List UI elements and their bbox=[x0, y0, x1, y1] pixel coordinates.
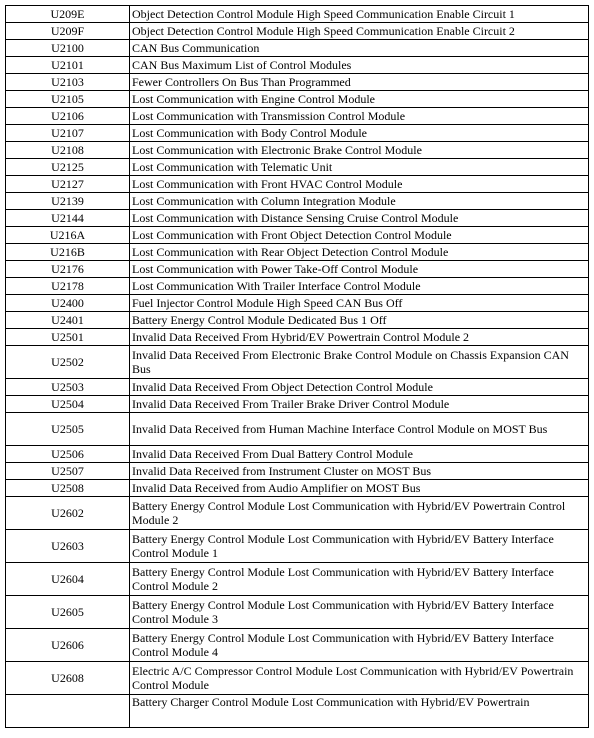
table-row bbox=[6, 261, 589, 278]
dtc-code: U2100 bbox=[6, 40, 130, 57]
dtc-code: U2178 bbox=[6, 278, 130, 295]
dtc-description: Battery Energy Control Module Lost Communication with Hybrid/EV Battery Interface Control Module 3 bbox=[130, 596, 589, 629]
dtc-description: Lost Communication with Telematic Unit bbox=[130, 159, 589, 176]
dtc-description: Invalid Data Received From Trailer Brake Driver Control Module bbox=[130, 396, 589, 413]
dtc-description: Invalid Data Received from Audio Amplifier on MOST Bus bbox=[130, 480, 589, 497]
table-row bbox=[6, 210, 589, 227]
dtc-code: U2105 bbox=[6, 91, 130, 108]
dtc-description: Invalid Data Received from Instrument Cluster on MOST Bus bbox=[130, 463, 589, 480]
dtc-code: U2106 bbox=[6, 108, 130, 125]
dtc-code: U2503 bbox=[6, 379, 130, 396]
table-row bbox=[6, 396, 589, 413]
dtc-description: Battery Energy Control Module Lost Communication with Hybrid/EV Battery Interface Control Module 2 bbox=[130, 563, 589, 596]
table-row bbox=[6, 91, 589, 108]
dtc-description: Lost Communication with Front Object Detection Control Module bbox=[130, 227, 589, 244]
table-row bbox=[6, 74, 589, 91]
dtc-description: Lost Communication with Power Take-Off Control Module bbox=[130, 261, 589, 278]
table-row bbox=[6, 563, 589, 596]
dtc-description: Battery Energy Control Module Lost Communication with Hybrid/EV Battery Interface Control Module 4 bbox=[130, 629, 589, 662]
dtc-code: U2103 bbox=[6, 74, 130, 91]
table-row bbox=[6, 463, 589, 480]
dtc-description: Lost Communication With Trailer Interface Control Module bbox=[130, 278, 589, 295]
dtc-description: Lost Communication with Engine Control Module bbox=[130, 91, 589, 108]
dtc-description: Lost Communication with Distance Sensing Cruise Control Module bbox=[130, 210, 589, 227]
dtc-code: U2125 bbox=[6, 159, 130, 176]
table-row bbox=[6, 596, 589, 629]
table-row bbox=[6, 278, 589, 295]
dtc-description: Lost Communication with Body Control Module bbox=[130, 125, 589, 142]
table-row bbox=[6, 530, 589, 563]
dtc-code: U2127 bbox=[6, 176, 130, 193]
dtc-code: U2101 bbox=[6, 57, 130, 74]
dtc-code: U2608 bbox=[6, 662, 130, 695]
dtc-description: Battery Energy Control Module Lost Communication with Hybrid/EV Battery Interface Control Module 1 bbox=[130, 530, 589, 563]
table-row bbox=[6, 379, 589, 396]
table-row bbox=[6, 497, 589, 530]
table-row bbox=[6, 176, 589, 193]
table-row bbox=[6, 108, 589, 125]
dtc-code: U2504 bbox=[6, 396, 130, 413]
table-row bbox=[6, 125, 589, 142]
dtc-code: U2108 bbox=[6, 142, 130, 159]
dtc-code: U209E bbox=[6, 6, 130, 23]
table-row bbox=[6, 295, 589, 312]
table-row bbox=[6, 193, 589, 210]
table-row bbox=[6, 480, 589, 497]
dtc-code: U2603 bbox=[6, 530, 130, 563]
table-row bbox=[6, 6, 589, 23]
dtc-description: Lost Communication with Transmission Control Module bbox=[130, 108, 589, 125]
dtc-code: U2505 bbox=[6, 413, 130, 446]
dtc-code: U2400 bbox=[6, 295, 130, 312]
table-row bbox=[6, 695, 589, 728]
dtc-description: Object Detection Control Module High Speed Communication Enable Circuit 2 bbox=[130, 23, 589, 40]
dtc-description: Invalid Data Received From Dual Battery Control Module bbox=[130, 446, 589, 463]
dtc-code: U2604 bbox=[6, 563, 130, 596]
table-row bbox=[6, 23, 589, 40]
dtc-description: Fewer Controllers On Bus Than Programmed bbox=[130, 74, 589, 91]
dtc-code: U2508 bbox=[6, 480, 130, 497]
dtc-code: U2602 bbox=[6, 497, 130, 530]
table-row bbox=[6, 57, 589, 74]
dtc-code: U2144 bbox=[6, 210, 130, 227]
dtc-code: U2605 bbox=[6, 596, 130, 629]
dtc-description: Electric A/C Compressor Control Module Lost Communication with Hybrid/EV Powertrain Control Module bbox=[130, 662, 589, 695]
dtc-description: Invalid Data Received from Human Machine Interface Control Module on MOST Bus bbox=[130, 413, 589, 446]
table-row bbox=[6, 312, 589, 329]
dtc-code: U2502 bbox=[6, 346, 130, 379]
table-row bbox=[6, 142, 589, 159]
table-row bbox=[6, 329, 589, 346]
table-row bbox=[6, 227, 589, 244]
dtc-description: Lost Communication with Electronic Brake Control Module bbox=[130, 142, 589, 159]
table-row bbox=[6, 662, 589, 695]
dtc-description: Invalid Data Received From Hybrid/EV Powertrain Control Module 2 bbox=[130, 329, 589, 346]
table-row bbox=[6, 413, 589, 446]
dtc-description: Battery Charger Control Module Lost Communication with Hybrid/EV Powertrain bbox=[130, 695, 589, 728]
dtc-description: CAN Bus Maximum List of Control Modules bbox=[130, 57, 589, 74]
dtc-code: U2401 bbox=[6, 312, 130, 329]
table-row bbox=[6, 159, 589, 176]
dtc-description: Object Detection Control Module High Speed Communication Enable Circuit 1 bbox=[130, 6, 589, 23]
table-row bbox=[6, 244, 589, 261]
dtc-code: U2139 bbox=[6, 193, 130, 210]
dtc-code: U216A bbox=[6, 227, 130, 244]
table-row bbox=[6, 346, 589, 379]
dtc-description: Battery Energy Control Module Dedicated Bus 1 Off bbox=[130, 312, 589, 329]
dtc-table-body bbox=[6, 6, 589, 728]
dtc-code: U2606 bbox=[6, 629, 130, 662]
dtc-description: Invalid Data Received From Electronic Brake Control Module on Chassis Expansion CAN Bus bbox=[130, 346, 589, 379]
dtc-description: Fuel Injector Control Module High Speed CAN Bus Off bbox=[130, 295, 589, 312]
table-row bbox=[6, 446, 589, 463]
dtc-description: Battery Energy Control Module Lost Communication with Hybrid/EV Powertrain Control Module 2 bbox=[130, 497, 589, 530]
dtc-description: Lost Communication with Rear Object Detection Control Module bbox=[130, 244, 589, 261]
dtc-description: Invalid Data Received From Object Detection Control Module bbox=[130, 379, 589, 396]
dtc-code bbox=[6, 695, 130, 728]
dtc-code: U209F bbox=[6, 23, 130, 40]
dtc-table bbox=[5, 5, 589, 728]
table-row bbox=[6, 629, 589, 662]
table-row bbox=[6, 40, 589, 57]
dtc-code: U216B bbox=[6, 244, 130, 261]
dtc-code: U2507 bbox=[6, 463, 130, 480]
dtc-code: U2176 bbox=[6, 261, 130, 278]
dtc-description: Lost Communication with Column Integration Module bbox=[130, 193, 589, 210]
dtc-code: U2107 bbox=[6, 125, 130, 142]
dtc-description: CAN Bus Communication bbox=[130, 40, 589, 57]
dtc-code: U2501 bbox=[6, 329, 130, 346]
dtc-code: U2506 bbox=[6, 446, 130, 463]
dtc-description: Lost Communication with Front HVAC Control Module bbox=[130, 176, 589, 193]
